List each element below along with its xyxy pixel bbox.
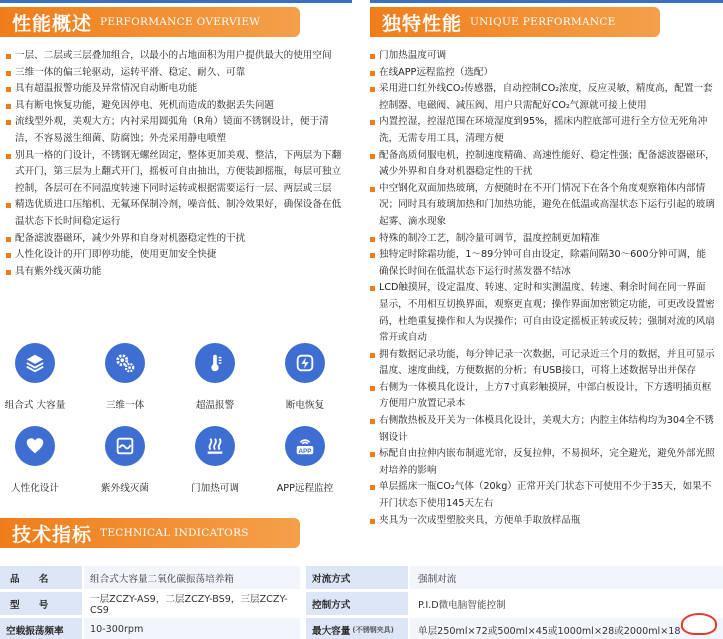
- feature-uv-sterilization: [90, 426, 160, 494]
- list-item: 流线型外观，美观大方；内衬采用圆弧角（R角）镜面不锈钢设计，便于清洁，不容易滋生细菌、防腐蚀；外壳采用静电喷塑: [6, 114, 346, 147]
- table-row: [0, 566, 723, 589]
- feature-label: 人性化设计: [11, 483, 59, 494]
- feature-label: 门加热可调: [191, 483, 239, 494]
- list-item: 右侧散热板及开关为一体模具化设计，美观大方；内腔主体结构均为304全不锈钢设计: [370, 413, 715, 446]
- top-strip-right: [370, 0, 723, 3]
- table-row: [0, 592, 723, 615]
- spec-label: 品 名: [0, 566, 82, 589]
- list-item: 配备高质伺服电机，控制速度精确、高速性能好、稳定性强；配备滤波器磁环，减少外界和自身对机器稳定性的干扰: [370, 148, 715, 181]
- spec-value: 单层250ml×72或500ml×45或1000ml×28或2000ml×18: [410, 618, 723, 639]
- spec-value: 组合式大容量二氧化碳振荡培养箱: [84, 566, 300, 589]
- banner-subtitle: UNIQUE PERFORMANCE: [470, 16, 616, 28]
- banner-title: 性能概述: [12, 12, 93, 35]
- gears-icon: [105, 343, 145, 383]
- list-item: 拥有数据记录功能，每分钟记录一次数据，可记录近三个月的数据，并且可显示温度、速度曲线，方便数据的分析；有USB接口，可将上述数据导出并保存: [370, 347, 715, 380]
- uv-lamp-icon: [105, 426, 145, 466]
- performance-list: [6, 48, 346, 280]
- banner-title: 独特性能: [382, 12, 463, 35]
- heart-icon: [15, 426, 55, 466]
- performance-overview-banner: [0, 7, 300, 37]
- banner-subtitle: PERFORMANCE OVERVIEW: [100, 16, 261, 28]
- list-item: 中空钢化双面加热玻璃，方便随时在不开门情况下在各个角度观察箱体内部情况；同时具有玻璃加热和门加热功能，避免在低温或高湿状态下运行引起的玻璃起雾、滴水现象: [370, 181, 715, 231]
- spec-label: 空载振荡频率: [0, 618, 82, 639]
- spec-label-note: (不锈钢夹具): [352, 625, 394, 634]
- feature-overtemp-alarm: [180, 343, 250, 411]
- banner-title: 技术指标: [12, 523, 93, 546]
- spec-label: 对流方式: [306, 566, 408, 589]
- app-icon: [285, 426, 325, 466]
- list-item: 配备滤波器磁环，减少外界和自身对机器稳定性的干扰: [6, 231, 346, 248]
- technical-indicators-banner: [0, 518, 300, 548]
- feature-label: 断电恢复: [285, 400, 325, 411]
- list-item: 在线APP远程监控（选配）: [370, 65, 715, 82]
- spec-label-max-capacity: [306, 618, 408, 639]
- list-item: 夹具为一次成型塑胶夹具，方便单手取放样品瓶: [370, 513, 715, 530]
- feature-door-heating: [180, 426, 250, 494]
- list-item: 具有超温报警功能及异常情况自动断电功能: [6, 81, 346, 98]
- list-item: 一层、二层或三层叠加组合，以最小的占地面积为用户提供最大的使用空间: [6, 48, 346, 65]
- list-item: 内置控湿，控湿范围在环境湿度到95%，摇床内腔底部可进行全方位无死角冲洗，无需专用工具，清理方便: [370, 114, 715, 147]
- list-item: 特殊的制冷工艺，制冷量可调节，温度控制更加精准: [370, 231, 715, 248]
- spec-value: 一层ZCZY-AS9，二层ZCZY-BS9，三层ZCZY-CS9: [84, 592, 300, 615]
- feature-label: 组合式 大容量: [4, 400, 66, 411]
- feature-user-friendly: [0, 426, 70, 494]
- svg-text:APP: APP: [298, 447, 312, 455]
- spec-label: 型 号: [0, 592, 82, 615]
- list-item: 人性化设计的开门即停功能，使用更加安全快捷: [6, 247, 346, 264]
- spec-label: 最大容量: [312, 625, 351, 637]
- list-item: 标配自由拉伸内嵌布制遮光帘，反复拉伸，不易损坏，完全避光，避免外部光照对培养的影响: [370, 446, 715, 479]
- list-item: 门加热温度可调: [370, 48, 715, 65]
- corner-logo-badge: [681, 613, 717, 635]
- list-item: 别具一格的门设计，不锈钢无螺丝固定，整体更加美观、整洁，下两层为下翻式开门，第三层为上翻式开门，摇板可自由抽出，方便装卸摇瓶，每层可独立控制，各层可在不同温度转速下同时运转或根据需要运行一层、两层或三层: [6, 148, 346, 198]
- feature-power-recovery: [270, 343, 340, 411]
- unique-performance-banner: [370, 7, 660, 37]
- list-item: 独特定时除霜功能，1～89分钟可自由设定，除霜间隔30～600分钟可调，能确保长时间在低温状态下运行时蒸发器不结冰: [370, 247, 715, 280]
- banner-subtitle: TECHNICAL INDICATORS: [100, 527, 249, 539]
- table-row: [0, 618, 723, 639]
- thermometer-icon: [195, 343, 235, 383]
- spec-label: 控制方式: [306, 592, 408, 615]
- list-item: 具有紫外线灭菌功能: [6, 264, 346, 281]
- unique-performance-list: [370, 48, 715, 529]
- list-item: 单层摇床一瓶CO₂气体（20kg）正常开关门状态下可使用不少于35天，如果不开门状态下使用145天左右: [370, 479, 715, 512]
- feature-label: APP远程监控: [276, 483, 334, 494]
- power-bolt-icon: [285, 343, 325, 383]
- list-item: LCD触摸屏，设定温度、转速、定时和实测温度、转速、剩余时间在同一界面显示，不用相互切换界面，观察更直观；操作界面加密锁定功能，可更改设置密码，杜绝重复操作和人为误操作；可自由设定摇板正转或反转；强制对流的风扇常开或自动: [370, 280, 715, 346]
- feature-3d-integrated: [90, 343, 160, 411]
- list-item: 三维一体的偏三轮驱动，运转平滑、稳定、耐久、可靠: [6, 65, 346, 82]
- list-item: 右侧为一体模具化设计，上方7寸真彩触摸屏，中部白板设计，下方透明插页框方便用户放置记录本: [370, 380, 715, 413]
- list-item: 精选优质进口压缩机、无氟环保制冷剂，噪音低、制冷效果好，确保设备在低温状态下长时间稳定运行: [6, 197, 346, 230]
- heat-waves-icon: [195, 426, 235, 466]
- spec-value: 10-300rpm: [84, 618, 300, 639]
- feature-label: 紫外线灭菌: [101, 483, 149, 494]
- spec-value: 强制对流: [410, 566, 723, 589]
- feature-label: 三维一体: [105, 400, 145, 411]
- spec-value: P.I.D微电脑智能控制: [410, 592, 723, 615]
- top-strip-left: [0, 0, 352, 3]
- layers-icon: [15, 343, 55, 383]
- list-item: 具有断电恢复功能，避免因停电、死机而造成的数据丢失问题: [6, 98, 346, 115]
- feature-combined-capacity: [0, 343, 70, 411]
- list-item: 采用进口红外线CO₂传感器，自动控制CO₂浓度，反应灵敏，精度高，配置一套控制器、电磁阀、减压阀、用户只需配好CO₂气源就可接上使用: [370, 81, 715, 114]
- feature-label: 超温报警: [195, 400, 235, 411]
- feature-app-monitoring: [270, 426, 340, 494]
